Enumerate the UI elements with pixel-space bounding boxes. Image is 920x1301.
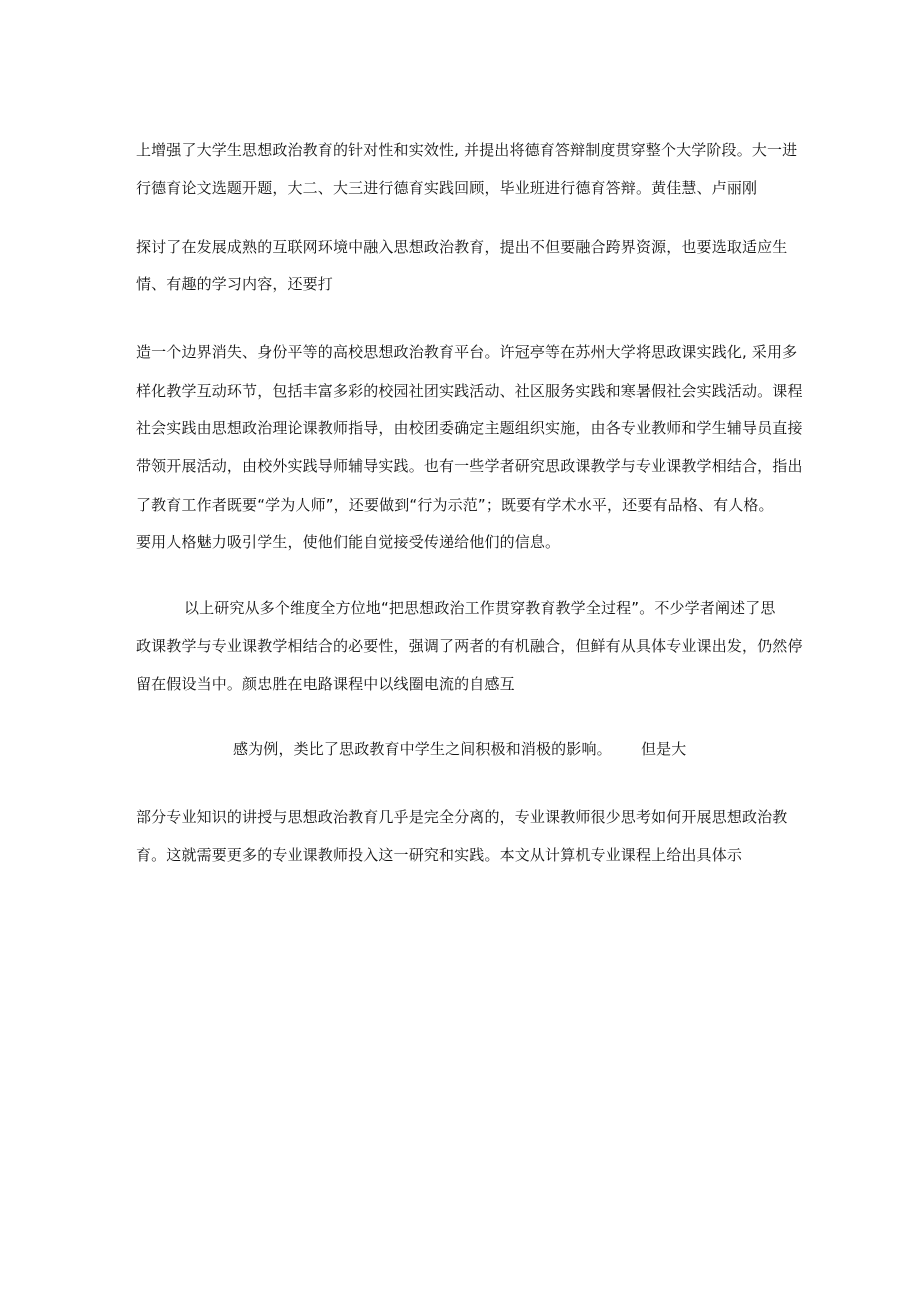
text-line-5: 造一个边界消失、身份平等的高校思想政治教育平台。许冠亭等在苏州大学将思政课实践化, 采用多 [136, 343, 798, 361]
text-line-3: 探讨了在发展成熟的互联网环境中融入思想政治教育，提出不但要融合跨界资源，也要选取适应生 [136, 238, 788, 256]
text-line-6: 样化教学互动环节，包括丰富多彩的校园社团实践活动、社区服务实践和寒暑假社会实践活动。课程 [136, 382, 803, 400]
text-line-13: 留在假设当中。颜忠胜在电路课程中以线圈电流的自感互 [136, 675, 515, 693]
text-line-16: 部分专业知识的讲授与思想政治教育几乎是完全分离的，专业课教师很少思考如何开展思想政治教 [136, 808, 788, 826]
paragraph-start-line: 以上研究从多个维度全方位地“把思想政治工作贯穿教育教学全过程”。不少学者阐述了思 [184, 599, 776, 617]
text-line-10: 要用人格魅力吸引学生，使他们能自觉接受传递给他们的信息。 [136, 533, 561, 551]
indented-text-line: 感为例，类比了思政教育中学生之间积极和消极的影响。 [233, 740, 612, 758]
text-fragment: 但是大 [641, 740, 687, 758]
text-line-12: 政课教学与专业课教学相结合的必要性，强调了两者的有机融合，但鲜有从具体专业课出发，仍然停 [136, 637, 803, 655]
text-line-8: 带领开展活动，由校外实践导师辅导实践。也有一些学者研究思政课教学与专业课教学相结合，指出 [136, 457, 803, 475]
text-line-9: 了教育工作者既要“学为人师”，还要做到“行为示范”；既要有学术水平，还要有品格、有人格。 [136, 496, 774, 514]
text-line-1: 上增强了大学生思想政治教育的针对性和实效性, 并提出将德育答辩制度贯穿整个大学阶段。大一进 [136, 141, 798, 159]
text-line-17: 育。这就需要更多的专业课教师投入这一研究和实践。本文从计算机专业课程上给出具体示 [136, 846, 743, 864]
text-line-2: 行德育论文选题开题，大二、大三进行德育实践回顾，毕业班进行德育答辩。黄佳慧、卢丽刚 [136, 179, 758, 197]
text-line-7: 社会实践由思想政治理论课教师指导，由校团委确定主题组织实施，由各专业教师和学生辅导员直接 [136, 419, 803, 437]
text-line-4: 情、有趣的学习内容，还要打 [136, 275, 333, 293]
